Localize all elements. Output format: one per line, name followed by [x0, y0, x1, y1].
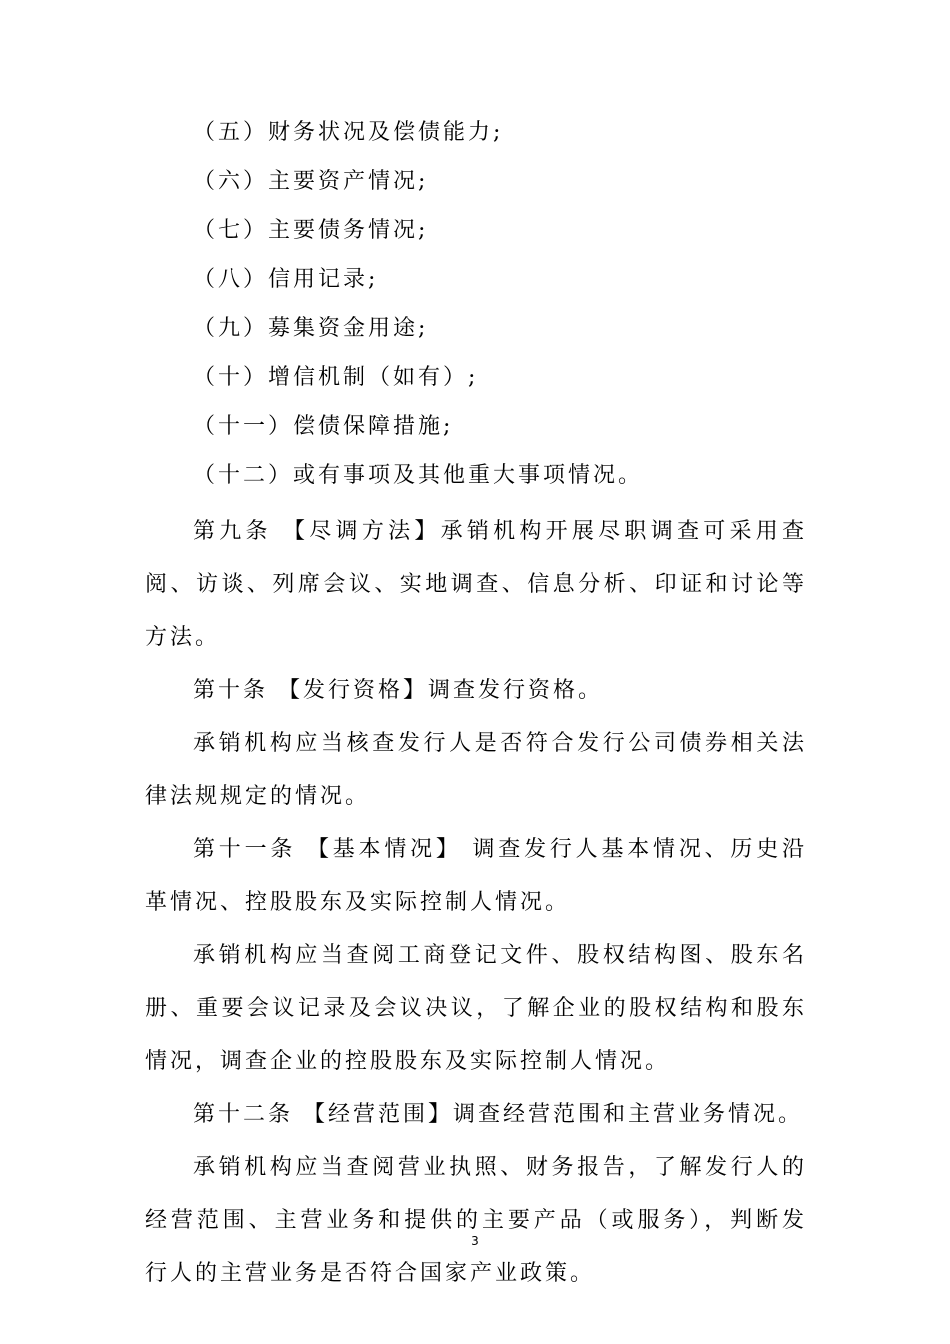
body-text	[145, 505, 807, 1300]
list-item: （八）信用记录;	[193, 267, 379, 292]
article-11-heading: 第十一条 【基本情况】 调查发行人基本情况、历史沿革情况、控股股东及实际控制人情况。	[145, 837, 807, 915]
article-12-heading: 第十二条 【经营范围】调查经营范围和主营业务情况。	[193, 1102, 803, 1127]
list-item: （十）增信机制（如有）;	[193, 365, 479, 390]
list-item: （九）募集资金用途;	[193, 316, 429, 341]
list-item: （六）主要资产情况;	[193, 169, 429, 194]
list-item: （十一）偿债保障措施;	[193, 414, 454, 439]
article-11-paragraph: 承销机构应当查阅工商登记文件、股权结构图、股东名册、重要会议记录及会议决议，了解企业的股权结构和股东情况，调查企业的控股股东及实际控制人情况。	[145, 943, 807, 1074]
article-9-paragraph: 第九条 【尽调方法】承销机构开展尽职调查可采用查阅、访谈、列席会议、实地调查、信息分析、印证和讨论等方法。	[145, 519, 807, 650]
list-item: （七）主要债务情况;	[193, 218, 429, 243]
list-item: （五）财务状况及偿债能力;	[193, 120, 504, 145]
article-12-paragraph: 承销机构应当查阅营业执照、财务报告，了解发行人的经营范围、主营业务和提供的主要产品（或服务），判断发行人的主营业务是否符合国家产业政策。	[145, 1155, 807, 1286]
article-10-paragraph: 承销机构应当核查发行人是否符合发行公司债券相关法律法规规定的情况。	[145, 731, 807, 809]
page-number: 3	[471, 1234, 479, 1248]
list-item: （十二）或有事项及其他重大事项情况。	[193, 463, 644, 488]
item-list	[193, 108, 833, 500]
article-10-heading: 第十条 【发行资格】调查发行资格。	[193, 678, 603, 703]
